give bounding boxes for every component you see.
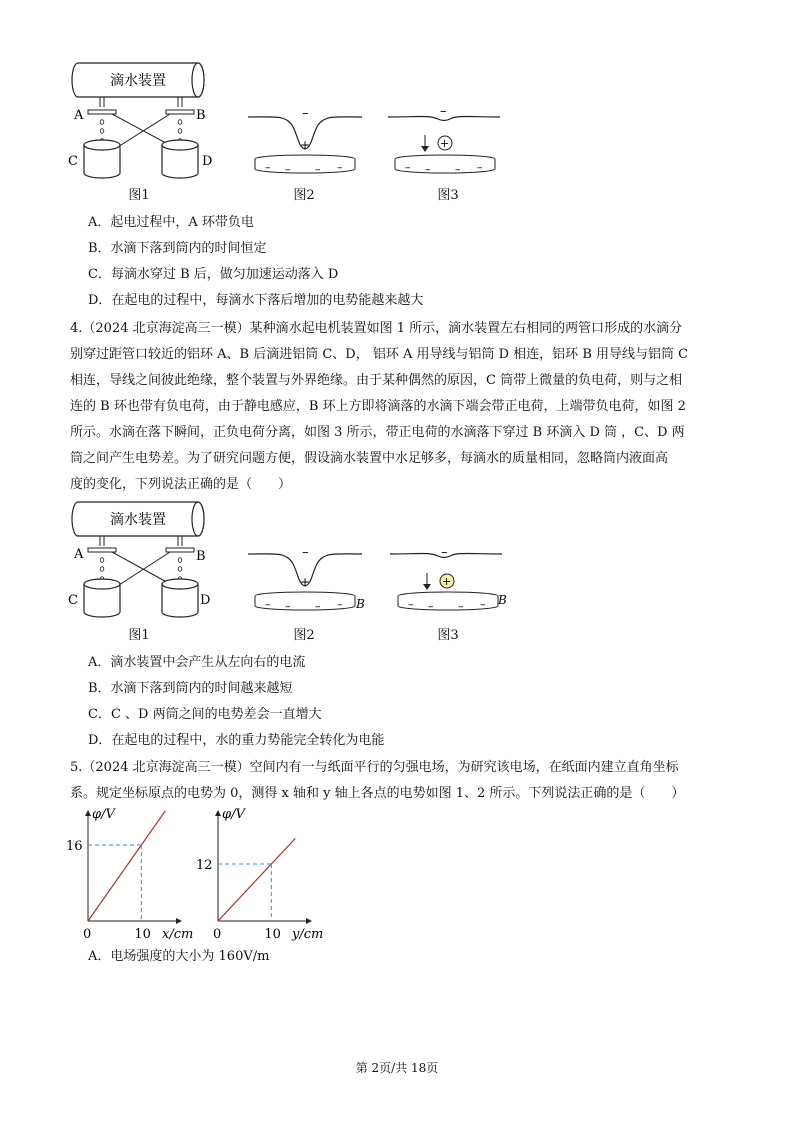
- figure-set-2: [60, 498, 520, 628]
- q4-option-b: B．水滴下落到筒内的时间越来越短: [88, 681, 293, 696]
- x-axis-label: x/cm: [162, 927, 194, 942]
- origin-label: 0: [213, 927, 222, 942]
- q4-line-3: 相连，导线之间彼此绝缘，整个装置与外界绝缘。由于某种偶然的原因，C 筒带上微量的负电荷，则与之相: [70, 373, 683, 388]
- y-axis-arrow: [215, 810, 221, 816]
- svg-text:–: –: [265, 598, 271, 611]
- svg-text:–: –: [285, 163, 291, 176]
- svg-text:–: –: [480, 598, 486, 611]
- fig3b: [390, 545, 507, 613]
- svg-text:–: –: [285, 600, 291, 613]
- q5-option-a: A．电场强度的大小为 160V/m: [88, 949, 270, 964]
- svg-text:+: +: [300, 138, 311, 152]
- svg-text:–: –: [265, 161, 271, 174]
- svg-text:–: –: [405, 161, 411, 174]
- label-b: B: [196, 108, 206, 123]
- fig2-caption: 图2: [293, 188, 315, 203]
- fig2b-caption: 图2: [293, 628, 315, 643]
- svg-text:–: –: [441, 545, 448, 560]
- fig2-drop-forming: [248, 106, 362, 176]
- q4-line-6: 筒之间产生电势差。为了研究问题方便，假设滴水装置中水足够多，每滴水的质量相同，忽略筒内液面高: [70, 451, 669, 466]
- xtick-label: 10: [264, 927, 281, 942]
- svg-text:–: –: [440, 104, 447, 119]
- q4-line-1: 4.（2024 北京海淀高三一模）某种滴水起电机装置如图 1 所示，滴水装置左右相同的两管口形成的水滴分: [70, 321, 683, 336]
- plate-b-label-fig3: B: [498, 593, 507, 607]
- fig3-drop-falling: [388, 104, 500, 176]
- label-c: C: [68, 154, 78, 169]
- series-line: [88, 811, 165, 921]
- drops: [100, 120, 182, 144]
- svg-text:+: +: [440, 137, 450, 150]
- figure-set-1: [60, 55, 520, 205]
- q3-option-a: A．起电过程中，A 环带负电: [88, 215, 254, 230]
- potential-y-chart: [188, 806, 338, 946]
- x-axis-arrow: [176, 918, 182, 924]
- svg-text:–: –: [408, 598, 414, 611]
- drip-device-2: [72, 502, 204, 546]
- y-axis-label: φ/V: [92, 807, 115, 822]
- fig3-caption: 图3: [437, 188, 459, 203]
- svg-text:–: –: [337, 598, 343, 611]
- ytick-label: 16: [66, 839, 83, 854]
- y-axis-arrow: [85, 810, 91, 816]
- q3-option-d: D．在起电的过程中，每滴水下落后增加的电势能越来越大: [88, 293, 424, 308]
- label-a-2: A: [74, 547, 84, 562]
- label-d: D: [202, 154, 213, 169]
- svg-text:–: –: [425, 163, 431, 176]
- svg-text:–: –: [477, 161, 483, 174]
- ytick-label: 12: [196, 858, 213, 873]
- fig2b: [248, 545, 365, 613]
- device-label-2: 滴水装置: [110, 512, 166, 528]
- svg-text:–: –: [428, 600, 434, 613]
- q4-line-4: 连的 B 环也带有负电荷，由于静电感应，B 环上方即将滴落的水滴下端会带正电荷，上端带负电荷，如图 2: [70, 399, 686, 414]
- device-label: 滴水装置: [110, 73, 166, 89]
- q3-option-b: B．水滴下落到筒内的时间恒定: [88, 241, 267, 256]
- plate-b-label-fig2: B: [356, 597, 365, 611]
- q4-line-5: 所示。水滴在落下瞬间，正负电荷分离，如图 3 所示，带正电荷的水滴落下穿过 B 环滴入 D 筒 ，C、D 两: [70, 425, 685, 440]
- q4-option-c: C．C 、D 两筒之间的电势差会一直增大: [88, 707, 322, 722]
- svg-text:–: –: [458, 600, 464, 613]
- origin-label: 0: [83, 927, 92, 942]
- fig3b-caption: 图3: [437, 628, 459, 643]
- cup-d: [162, 140, 198, 178]
- label-c-2: C: [68, 593, 78, 608]
- svg-text:+: +: [442, 575, 452, 588]
- page-footer: 第 2页/共 18页: [355, 1061, 439, 1075]
- q4-line-2: 别穿过距管口较近的铝环 A、B 后滴进铝筒 C、D， 铝环 A 用导线与铝筒 D 相连，铝环 B 用导线与铝筒 C: [70, 347, 689, 362]
- q4-option-a: A．滴水装置中会产生从左向右的电流: [88, 655, 306, 670]
- svg-text:–: –: [337, 161, 343, 174]
- svg-text:+: +: [300, 575, 311, 589]
- x-axis-label: y/cm: [292, 927, 324, 942]
- series-line: [218, 838, 295, 921]
- svg-text:–: –: [302, 545, 309, 560]
- ring-b: [166, 110, 194, 114]
- q4-option-d: D．在起电的过程中，水的重力势能完全转化为电能: [88, 733, 385, 748]
- q5-line-2: 系。规定坐标原点的电势为 0，测得 x 轴和 y 轴上各点的电势如图 1、2 所示。下列说法正确的是（ ）: [70, 786, 685, 801]
- svg-text:–: –: [315, 600, 321, 613]
- q5-line-1: 5.（2024 北京海淀高三一模）空间内有一与纸面平行的匀强电场，为研究该电场，在纸面内建立直角坐标: [70, 760, 679, 775]
- fig1b-caption: 图1: [128, 628, 150, 643]
- q3-option-c: C．每滴水穿过 B 后，做匀加速运动落入 D: [88, 267, 339, 282]
- q4-line-7: 度的变化，下列说法正确的是（ ）: [70, 477, 292, 492]
- potential-x-chart: [60, 806, 200, 946]
- x-axis-arrow: [306, 918, 312, 924]
- xtick-label: 10: [134, 927, 151, 942]
- label-b-2: B: [196, 549, 206, 564]
- svg-text:–: –: [302, 106, 309, 121]
- svg-text:–: –: [455, 163, 461, 176]
- label-d-2: D: [200, 593, 211, 608]
- cup-c: [84, 140, 120, 178]
- y-axis-label: φ/V: [222, 807, 245, 822]
- drip-device: [72, 63, 204, 107]
- ring-a: [88, 110, 116, 114]
- svg-text:–: –: [315, 163, 321, 176]
- fig1-caption: 图1: [128, 188, 150, 203]
- label-a: A: [74, 108, 84, 123]
